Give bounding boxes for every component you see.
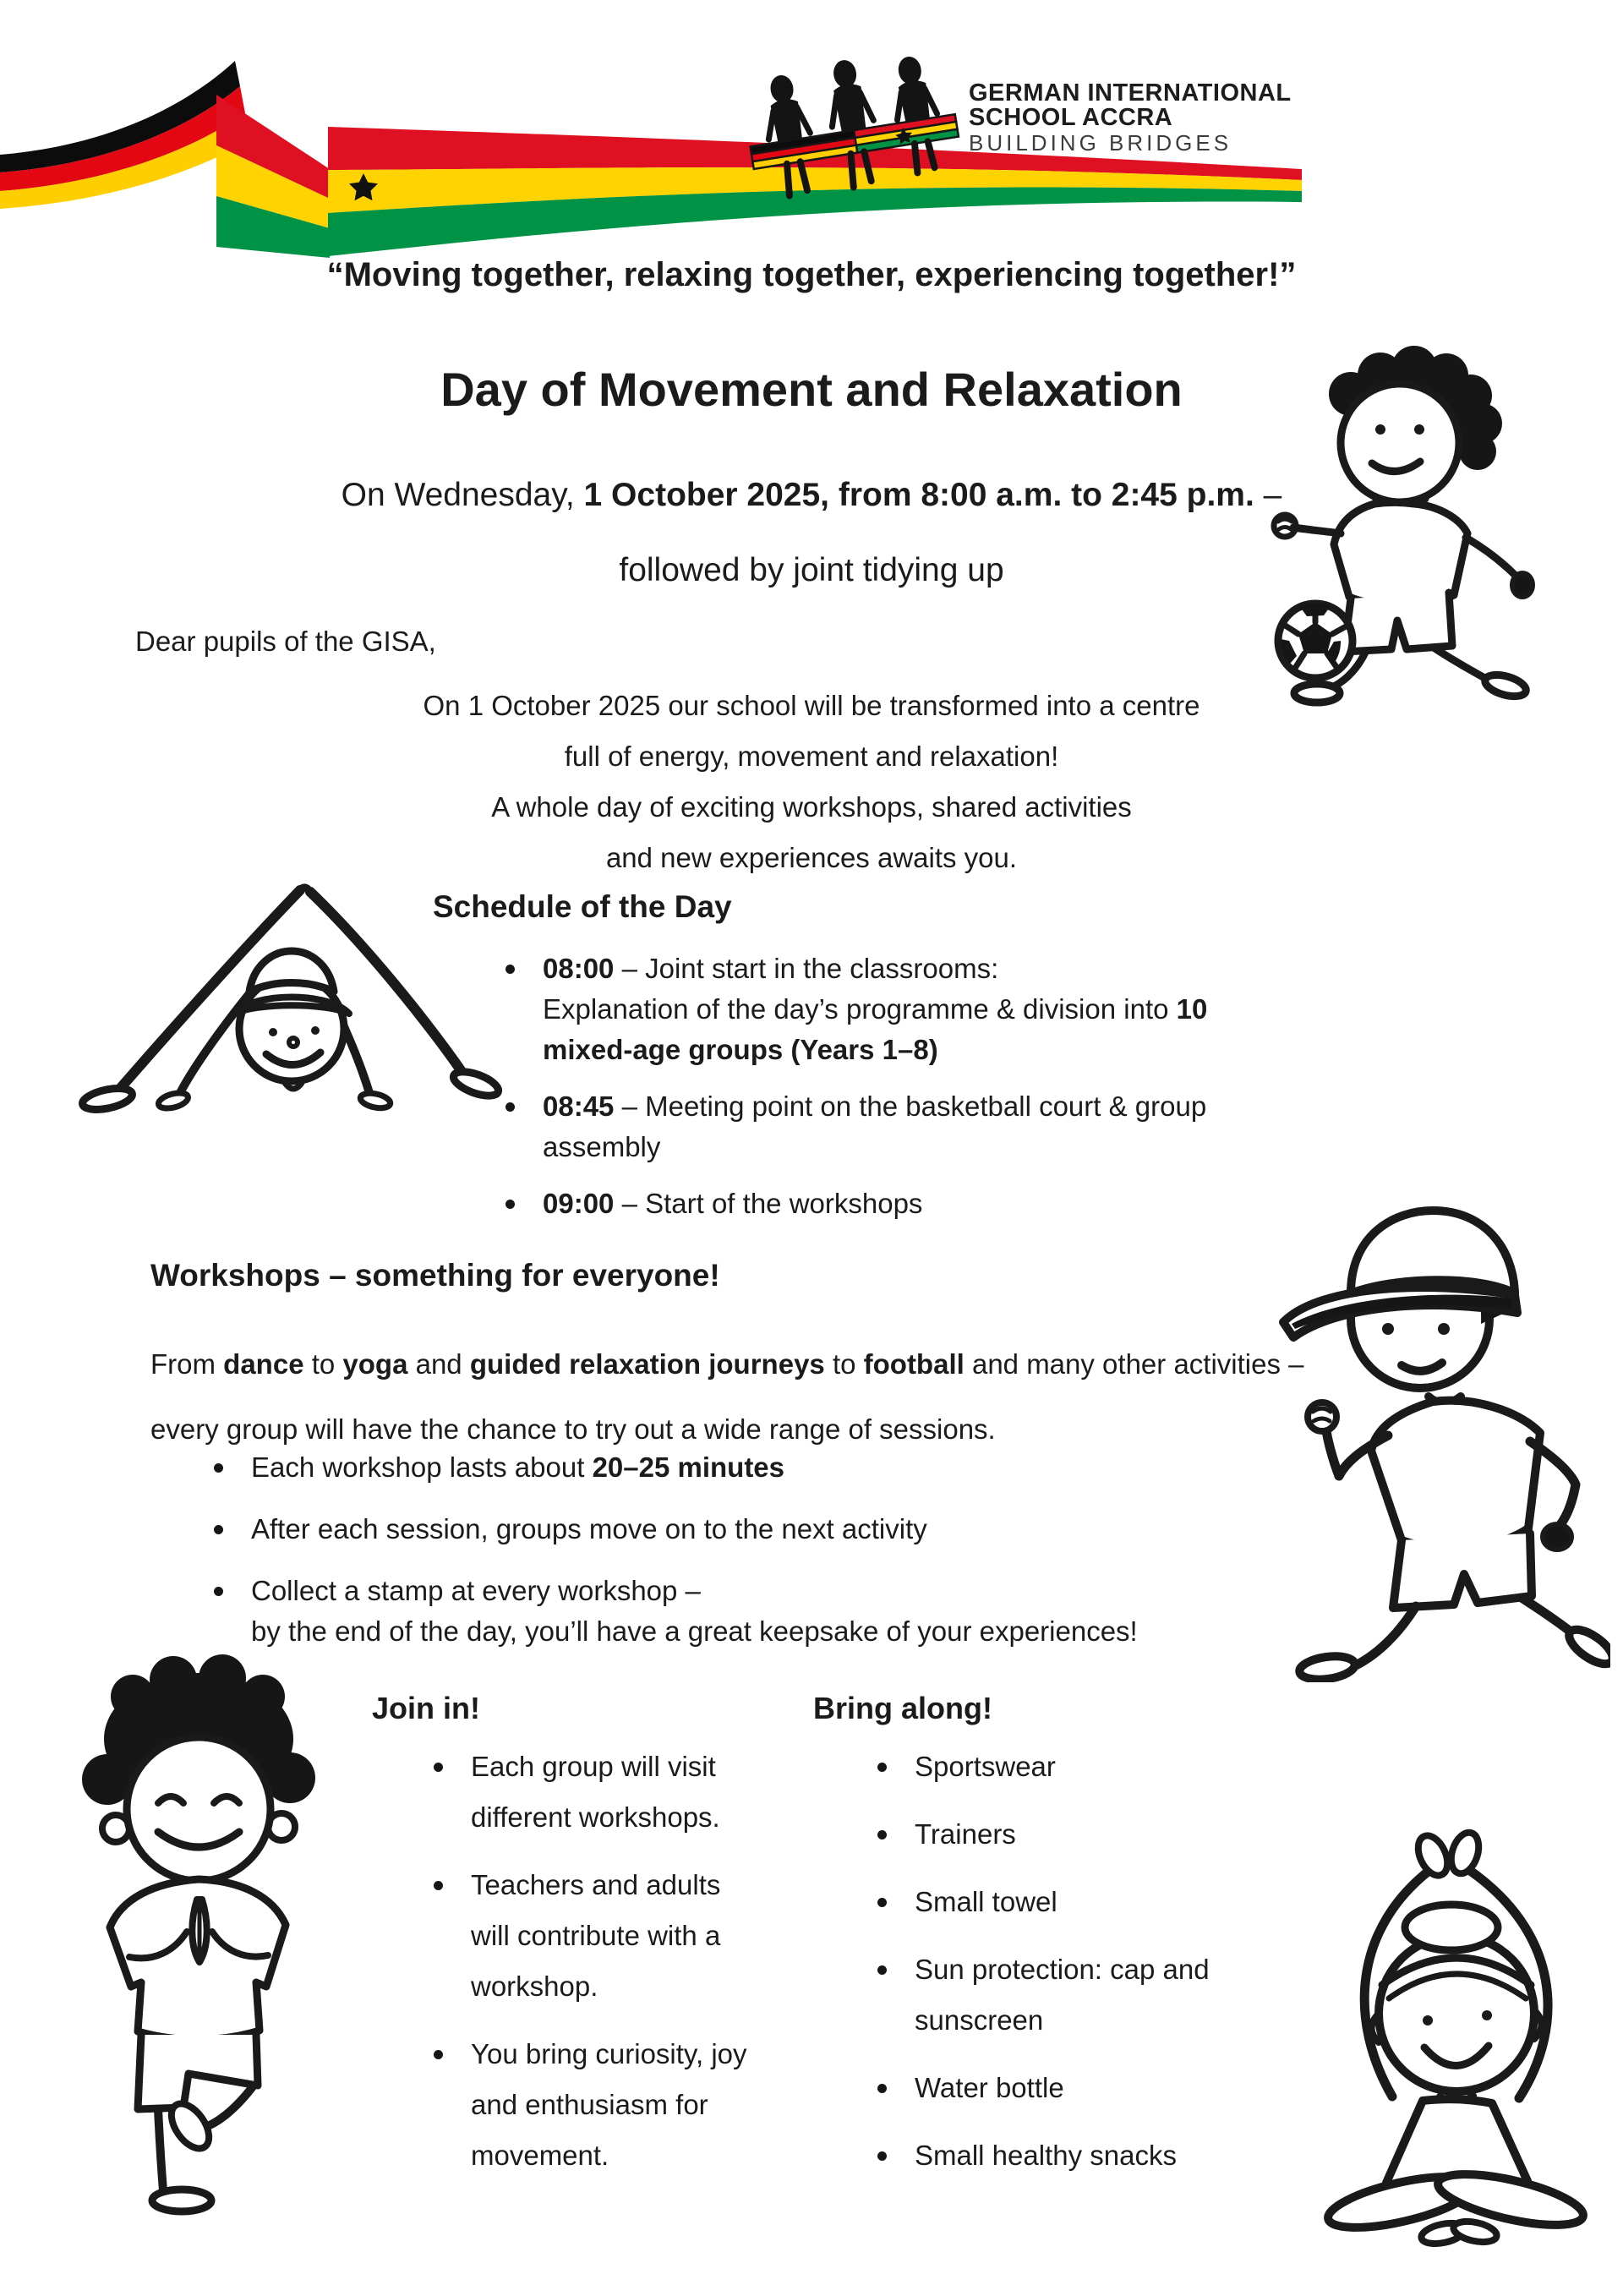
bring-along-item: Sportswear	[871, 1741, 1234, 1792]
yoga-tree-pose-kid-illustration	[63, 1653, 334, 2236]
schedule-item: 08:00 – Joint start in the classrooms: Explanation of the day’s programme & division into 10 mixed-age groups (Years 1–8)	[499, 948, 1281, 1070]
schedule-list	[499, 948, 1281, 1240]
schedule-item: 09:00 – Start of the workshops	[499, 1184, 1281, 1224]
bring-along-item: Sun protection: cap and sunscreen	[871, 1944, 1234, 2046]
seated-stretch-kid-illustration	[1306, 1818, 1602, 2253]
salutation: Dear pupils of the GISA,	[135, 626, 436, 657]
join-in-heading: Join in!	[372, 1691, 480, 1725]
bring-along-list	[871, 1741, 1234, 2198]
bring-along-item: Small healthy snacks	[871, 2130, 1234, 2181]
bring-along-item: Small towel	[871, 1877, 1234, 1927]
event-tagline: “Moving together, relaxing together, experiencing together!”	[326, 256, 1297, 293]
workshop-item: Collect a stamp at every workshop – by the end of the day, you’ll have a great keepsake of your experiences!	[207, 1571, 1306, 1652]
workshops-heading: Workshops – something for everyone!	[150, 1258, 720, 1293]
workshop-item: Each workshop lasts about 20–25 minutes	[207, 1447, 1306, 1488]
page-title: Day of Movement and Relaxation	[440, 363, 1183, 416]
school-name-line1: GERMAN INTERNATIONAL	[969, 79, 1292, 107]
school-motto: BUILDING BRIDGES	[969, 130, 1232, 156]
event-date-line: On Wednesday, 1 October 2025, from 8:00 a.m. to 2:45 p.m. –	[341, 477, 1282, 513]
school-logo-icon	[742, 47, 969, 201]
join-in-list	[427, 1741, 761, 2198]
workshops-list	[207, 1447, 1306, 1673]
event-subtitle: followed by joint tidying up	[619, 552, 1004, 588]
intro-paragraph: On 1 October 2025 our school will be transformed into a centre full of energy, movement and relaxation! A whole day of exciting workshops, shared activities and new experiences awaits you.	[423, 690, 1200, 873]
join-in-item: Each group will visit different workshops.	[427, 1741, 761, 1843]
workshops-intro: From dance to yoga and guided relaxation journeys to football and many other activities – every group will have the chance to try out a wide range of sessions.	[150, 1348, 1304, 1445]
german-ghana-flag-ribbon-graphic	[0, 42, 1352, 271]
schedule-item: 08:45 – Meeting point on the basketball court & group assembly	[499, 1086, 1281, 1167]
join-in-item: You bring curiosity, joy and enthusiasm for movement.	[427, 2029, 761, 2181]
schedule-heading: Schedule of the Day	[433, 889, 732, 924]
soccer-kid-illustration	[1266, 335, 1537, 707]
bring-along-item: Trainers	[871, 1809, 1234, 1860]
join-in-item: Teachers and adults will contribute with a workshop.	[427, 1860, 761, 2012]
workshop-item: After each session, groups move on to the next activity	[207, 1509, 1306, 1550]
running-kid-illustration	[1260, 1175, 1610, 1682]
bridge-stretch-kid-illustration	[46, 875, 507, 1129]
school-wordmark	[969, 81, 1292, 156]
bring-along-heading: Bring along!	[813, 1691, 992, 1725]
school-name-line2: SCHOOL ACCRA	[969, 104, 1173, 131]
bring-along-item: Water bottle	[871, 2063, 1234, 2113]
